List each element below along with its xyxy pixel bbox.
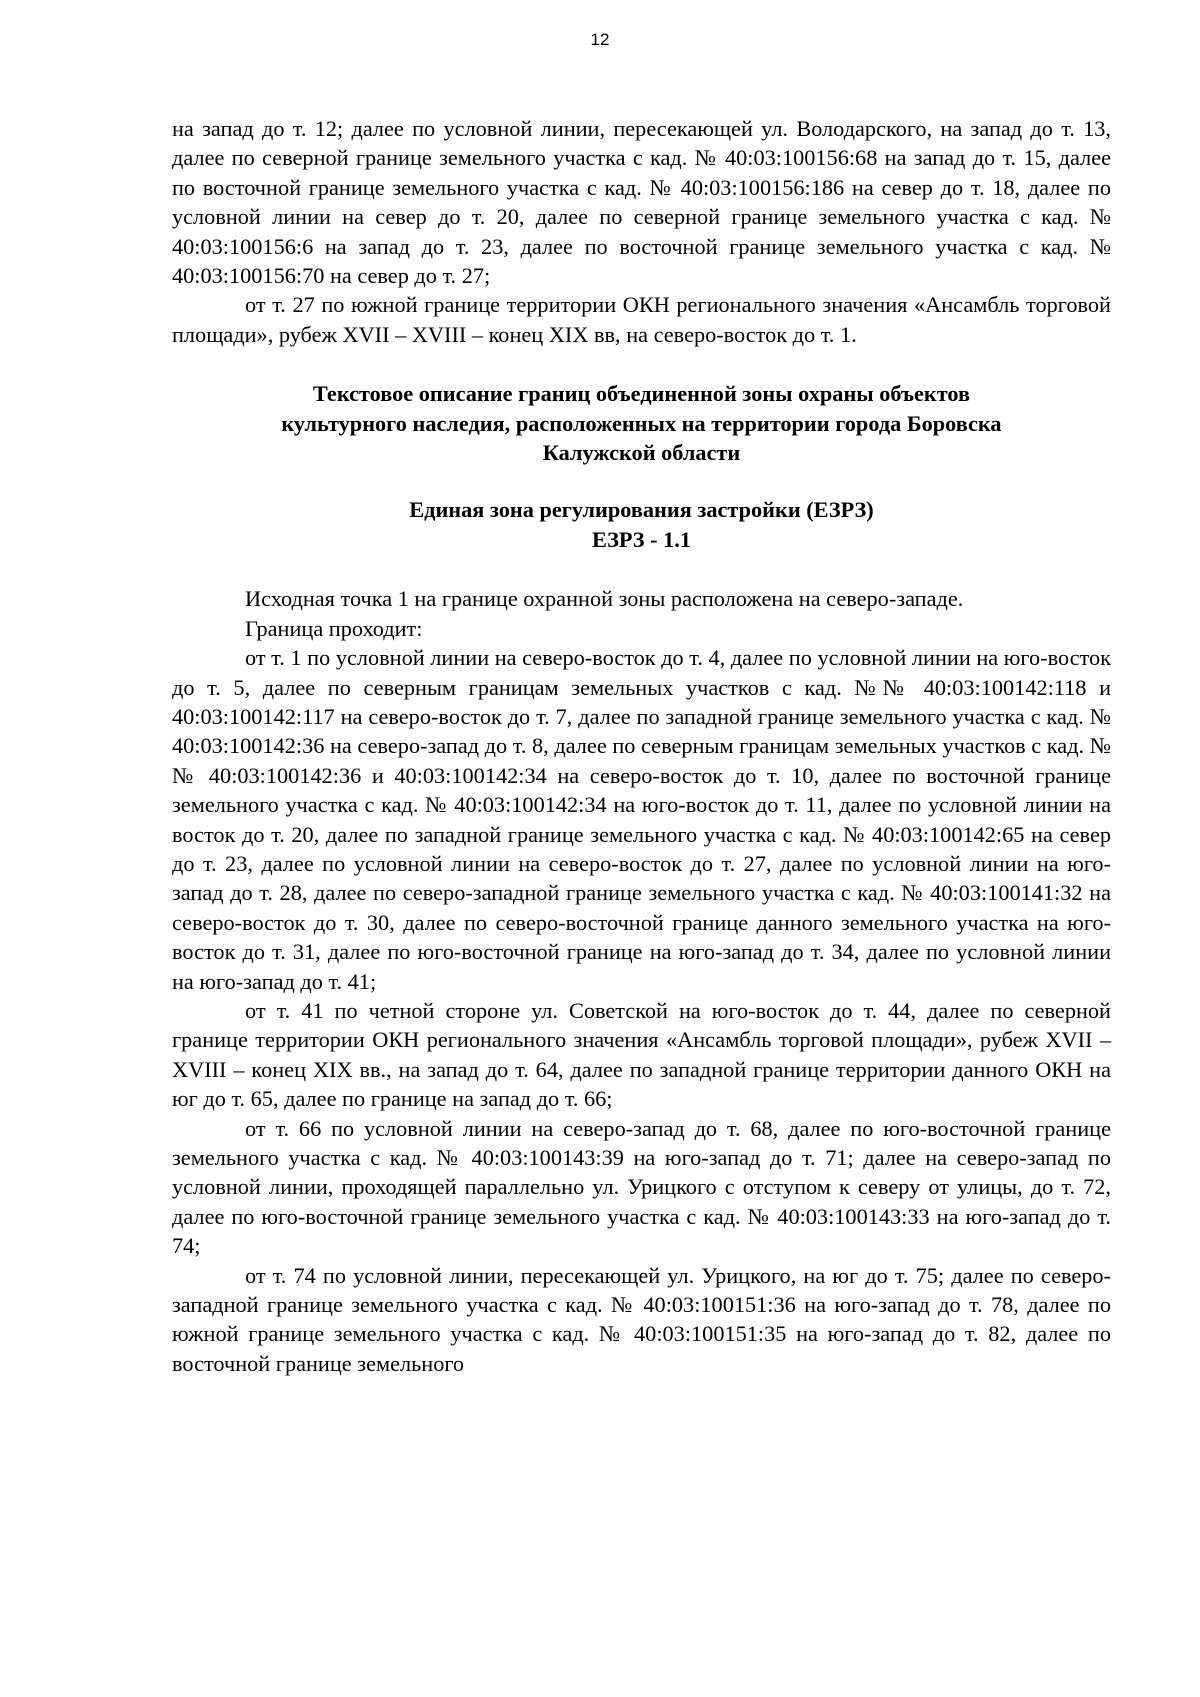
zone-heading bbox=[172, 495, 1111, 554]
zone-code: ЕЗРЗ - 1.1 bbox=[591, 526, 692, 552]
start-point-paragraph: Исходная точка 1 на границе охранной зоны расположена на северо-западе. bbox=[245, 586, 964, 612]
intro-paragraph-final: от т. 27 по южной границе территории ОКН регионального значения «Ансамбль торговой площади», рубеж XVII – XVIII – конец XIX вв, на северо-восток до т. 1. bbox=[172, 292, 1111, 347]
section-title-line: Текстовое описание границ объединенной зоны охраны объектов bbox=[312, 381, 971, 407]
page-number: 12 bbox=[590, 30, 610, 49]
boundary-paragraph: от т. 41 по четной стороне ул. Советской на юго-восток до т. 44, далее по северной границе территории ОКН регионального значения «Ансамбль торговой площади», рубеж XVII – XVIII – конец XIX вв., на запад до т. 64, далее по западной границе территории данного ОКН на юг до т. 65, далее по границе на запад до т. 66; bbox=[172, 997, 1111, 1112]
section-title bbox=[172, 379, 1111, 467]
boundary-paragraph: от т. 1 по условной линии на северо-восток до т. 4, далее по условной линии на юго-восток до т. 5, далее по северным границам земельных участков с кад. №№ 40:03:100142:118 и 40:03:100142:117 на северо-восток до т. 7, далее по западной границе земельного участка с кад. № 40:03:100142:36 на северо-запад до т. 8, далее по северным границам земельных участков с кад. №№ 40:03:100142:36 и 40:03:100142:34 на северо-восток до т. 10, далее по восточной границе земельного участка с кад. № 40:03:100142:34 на юго-восток до т. 11, далее по условной линии на восток до т. 20, далее по западной границе земельного участка с кад. № 40:03:100142:65 на север до т. 23, далее по условной линии на северо-восток до т. 27, далее по условной линии на юго-запад до т. 28, далее по северо-западной границе земельного участка с кад. № 40:03:100141:32 на северо-восток до т. 30, далее по северо-восточной границе данного земельного участка на юго-восток до т. 31, далее по юго-восточной границе на юго-запад до т. 34, далее по условной линии на юго-запад до т. 41; bbox=[172, 645, 1111, 994]
boundary-paragraph: от т. 66 по условной линии на северо-запад до т. 68, далее по юго-восточной границе земельного участка с кад. № 40:03:100143:39 на юго-запад до т. 71; далее на северо-запад по условной линии, проходящей параллельно ул. Урицкого с отступом к северу от улицы, до т. 72, далее по юго-восточной границе земельного участка с кад. № 40:03:100143:33 на юго-запад до т. 74; bbox=[172, 1115, 1111, 1259]
section-title-line: культурного наследия, расположенных на территории города Боровска bbox=[281, 410, 1002, 436]
document-body bbox=[172, 114, 1111, 1378]
boundary-label: Граница проходит: bbox=[245, 615, 423, 641]
boundary-paragraph: от т. 74 по условной линии, пересекающей ул. Урицкого, на юг до т. 75; далее по северо-западной границе земельного участка с кад. № 40:03:100151:36 на юго-запад до т. 78, далее по южной границе земельного участка с кад. № 40:03:100151:35 на юго-запад до т. 82, далее по восточной границе земельного bbox=[172, 1262, 1111, 1376]
section-title-line: Калужской области bbox=[542, 440, 741, 466]
intro-paragraph-continuation: на запад до т. 12; далее по условной линии, пересекающей ул. Володарского, на запад до т. 13, далее по северной границе земельного участка с кад. № 40:03:100156:68 на запад до т. 15, далее по восточной границе земельного участка с кад. № 40:03:100156:186 на север до т. 18, далее по условной линии на север до т. 20, далее по северной границе земельного участка с кад. № 40:03:100156:6 на запад до т. 23, далее по восточной границе земельного участка с кад. № 40:03:100156:70 на север до т. 27; bbox=[172, 116, 1111, 289]
zone-title: Единая зона регулирования застройки (ЕЗРЗ) bbox=[409, 497, 874, 523]
